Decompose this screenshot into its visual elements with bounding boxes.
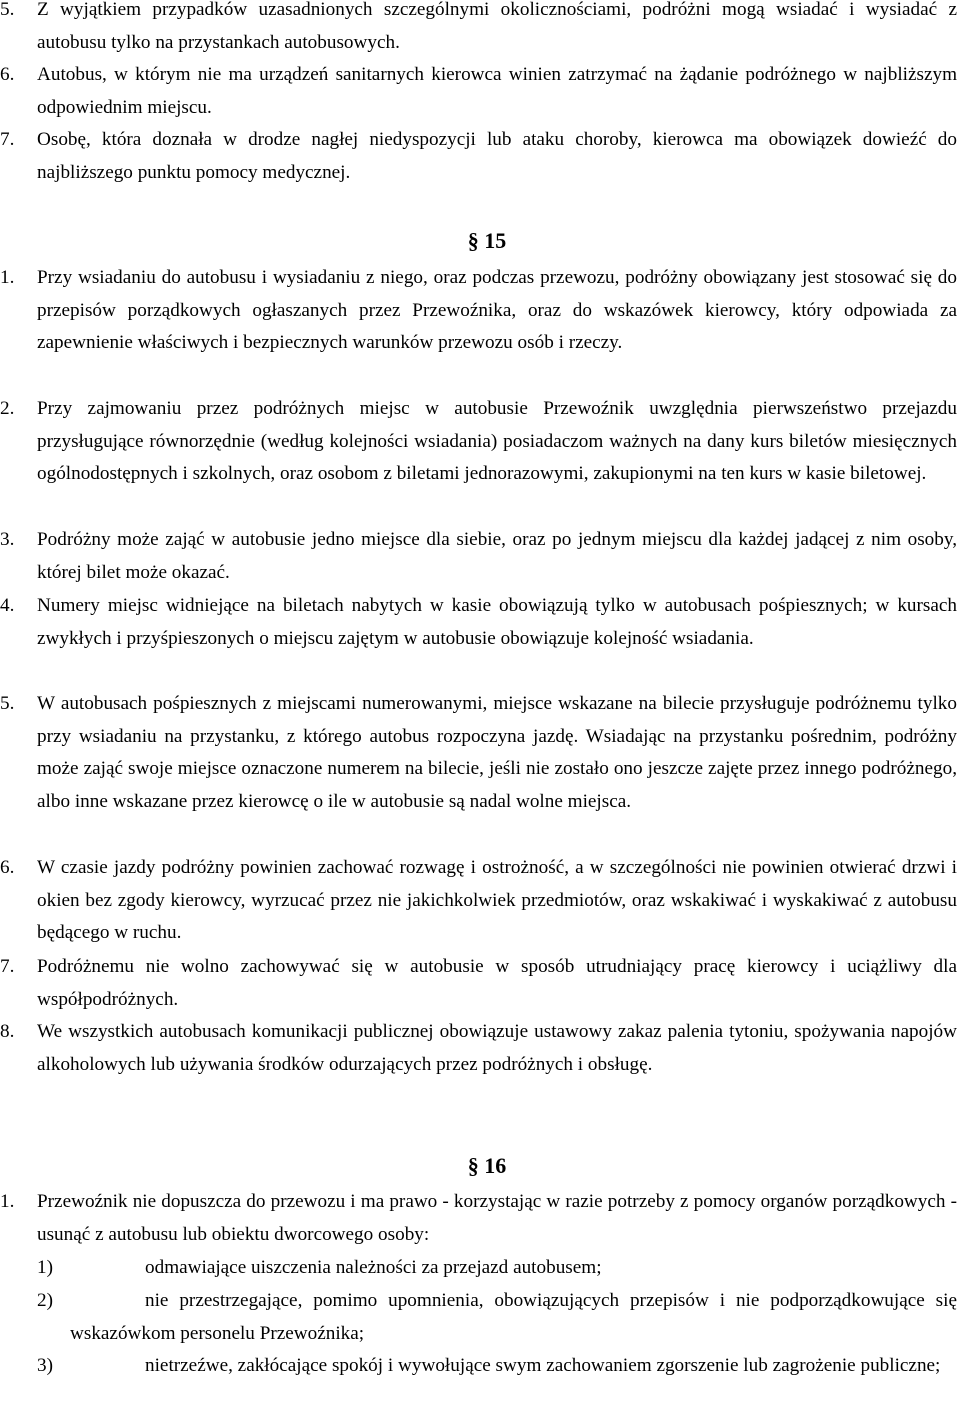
item-number: 5.: [0, 0, 15, 20]
item-number: 1.: [0, 267, 15, 288]
item-text: Przy wsiadaniu do autobusu i wysiadaniu z niego, oraz podczas przewozu, podróżny obowiązany jest stosować się do przepisów porządkowych ogłaszanych przez Przewoźnika, oraz do wskazówek kierowcy, który odpowiada za zapewnienie właściwych i bezpiecznych warunków przewozu osób i rzeczy.: [37, 267, 957, 353]
paragraph-item-7: [0, 124, 957, 189]
item-text: Podróżny może zająć w autobusie jedno miejsce dla siebie, oraz po jednym miejscu dla każdej jadącej z nim osoby, której bilet może okazać.: [37, 529, 957, 583]
item-text: Przy zajmowaniu przez podróżnych miejsc w autobusie Przewoźnik uwzględnia pierwszeństwo przejazdu przysługujące równorzędnie (według kolejności wsiadania) posiadaczom ważnych na dany kurs biletów miesięcznych ogólnodostępnych i szkolnych, oraz osobom z biletami jednorazowymi, zakupionymi na ten kurs w kasie biletowej.: [37, 398, 957, 484]
item-text: W autobusach pośpiesznych z miejscami numerowanymi, miejsce wskazane na bilecie przysługuje podróżnemu tylko przy wsiadaniu na przystanku, z którego autobus rozpoczyna jazdę. Wsiadając na przystanku pośrednim, podróżny może zająć swoje miejsce oznaczone numerem na bilecie, jeśli nie zostało ono jeszcze zajęte przez innego podróżnego, albo inne wskazane przez kierowcę o ile w autobusie są nadal wolne miejsca.: [37, 693, 957, 812]
paragraph-item-7b: [0, 951, 957, 1016]
sub-item-number: 3): [37, 1355, 53, 1376]
item-text: We wszystkich autobusach komunikacji publicznej obowiązuje ustawowy zakaz palenia tytoniu, spożywania napojów alkoholowych lub używania środków odurzających przez podróżnych i obsługę.: [37, 1021, 957, 1075]
section-heading-15: § 15: [467, 228, 507, 253]
item-number: 6.: [0, 857, 15, 878]
paragraph-item-6b: [0, 852, 957, 950]
paragraph-item-5b: [0, 688, 957, 818]
item-number: 6.: [0, 64, 15, 85]
sub-item-text: odmawiające uiszczenia należności za przejazd autobusem;: [145, 1257, 602, 1278]
item-text: Z wyjątkiem przypadków uzasadnionych szczególnymi okolicznościami, podróżni mogą wsiadać i wysiadać z autobusu tylko na przystankach autobusowych.: [37, 0, 957, 53]
paragraph-item-5: [0, 0, 957, 59]
item-number: 2.: [0, 398, 15, 419]
paragraph-item-2: [0, 393, 957, 491]
item-number: 8.: [0, 1021, 15, 1042]
item-text: Podróżnemu nie wolno zachowywać się w autobusie w sposób utrudniający pracę kierowcy i uciążliwy dla współpodróżnych.: [37, 956, 957, 1010]
item-text: W czasie jazdy podróżny powinien zachować rozwagę i ostrożność, a w szczególności nie powinien otwierać drzwi i okien bez zgody kierowcy, wyrzucać przez nie jakichkolwiek przedmiotów, oraz wskakiwać i wyskakiwać z autobusu będącego w ruchu.: [37, 857, 957, 943]
sub-item-number: 1): [37, 1257, 53, 1278]
item-number: 5.: [0, 693, 15, 714]
paragraph-item-6: [0, 59, 957, 124]
paragraph-item-3: [0, 524, 957, 589]
sub-item-3: [0, 1350, 957, 1383]
paragraph-item-8b: [0, 1016, 957, 1081]
paragraph-item-1: [0, 262, 957, 360]
sub-item-1: [0, 1252, 957, 1285]
sub-item-number: 2): [37, 1290, 53, 1311]
item-number: 7.: [0, 956, 15, 977]
item-number: 7.: [0, 129, 15, 150]
item-text: Autobus, w którym nie ma urządzeń sanitarnych kierowca winien zatrzymać na żądanie podróżnego w najbliższym odpowiednim miejscu.: [37, 64, 957, 118]
item-number: 1.: [0, 1191, 15, 1212]
item-text: Numery miejsc widniejące na biletach nabytych w kasie obowiązują tylko w autobusach pośpiesznych; w kursach zwykłych i przyśpieszonych o miejscu zajętym w autobusie obowiązuje kolejność wsiadania.: [37, 595, 957, 649]
sub-item-text: nie przestrzegające, pomimo upomnienia, obowiązujących przepisów i nie podporządkowujące się wskazówkom personelu Przewoźnika;: [70, 1290, 957, 1344]
item-text: Przewoźnik nie dopuszcza do przewozu i ma prawo - korzystając w razie potrzeby z pomocy organów porządkowych - usunąć z autobusu lub obiektu dworcowego osoby:: [37, 1191, 957, 1245]
sub-item-2: [0, 1285, 957, 1350]
paragraph-item-1c: [0, 1186, 957, 1251]
item-text: Osobę, która doznała w drodze nagłej niedyspozycji lub ataku choroby, kierowca ma obowiązek dowieźć do najbliższego punktu pomocy medycznej.: [37, 129, 957, 183]
item-number: 4.: [0, 595, 15, 616]
section-heading-16: § 16: [467, 1153, 507, 1178]
paragraph-item-4: [0, 590, 957, 655]
item-number: 3.: [0, 529, 15, 550]
sub-item-text: nietrzeźwe, zakłócające spokój i wywołujące swym zachowaniem zgorszenie lub zagrożenie publiczne;: [145, 1355, 941, 1376]
